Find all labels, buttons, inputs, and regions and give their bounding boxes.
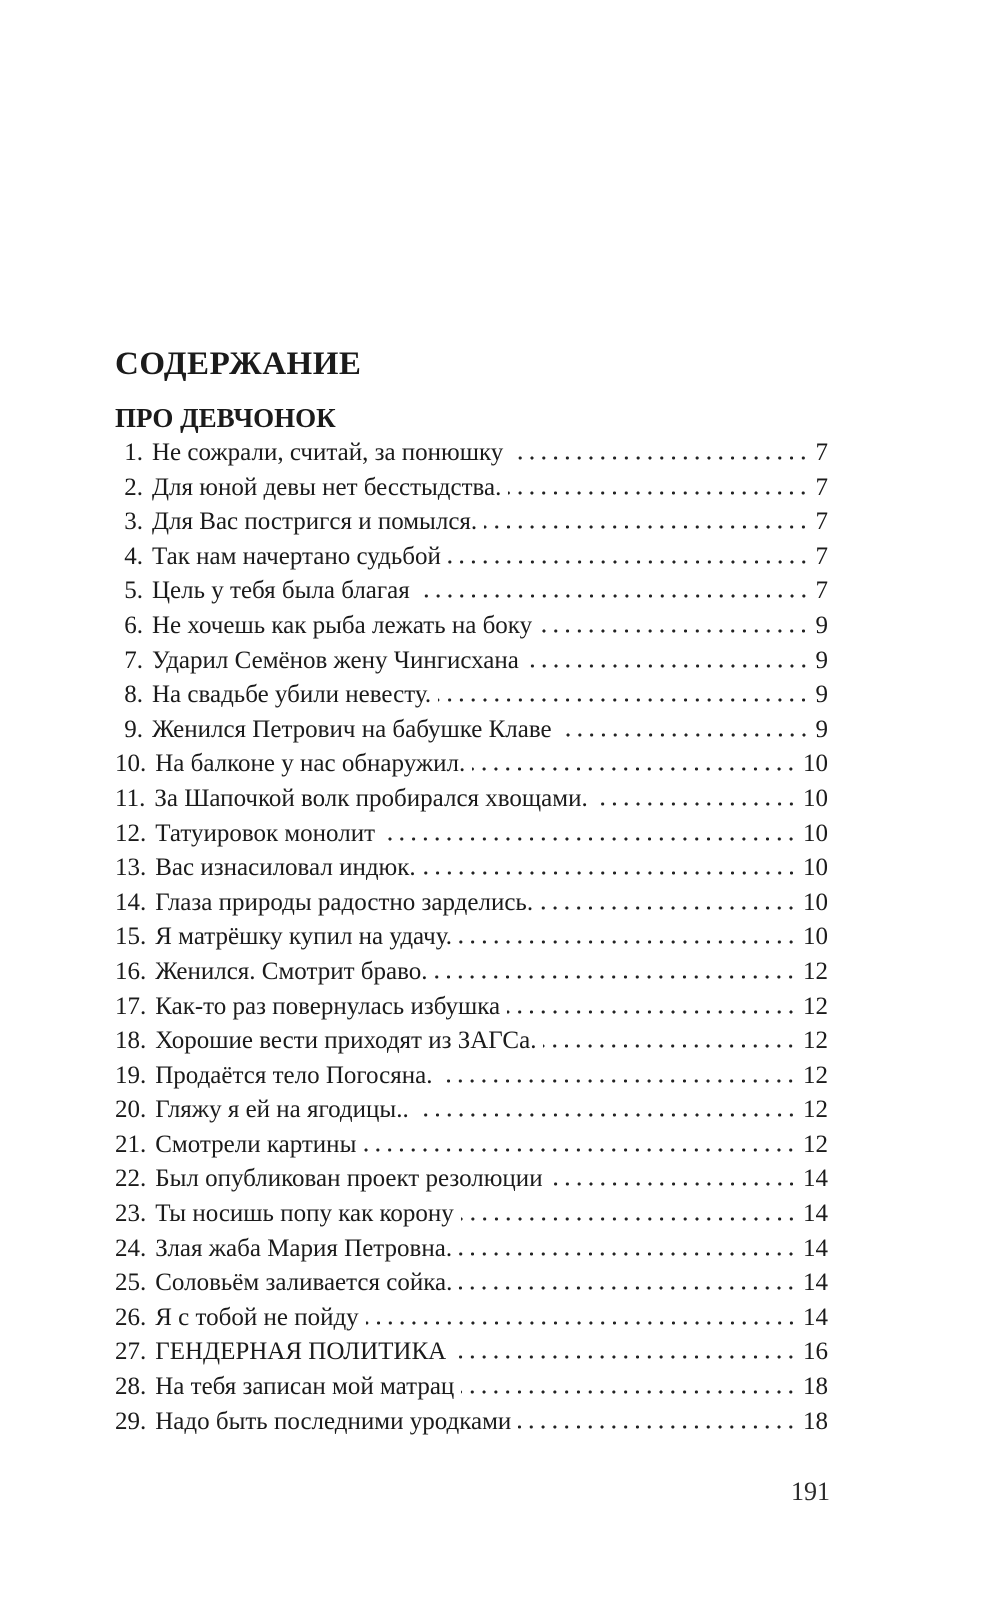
toc-entry-page: 14 (803, 1200, 828, 1228)
dot-leader (508, 491, 812, 495)
toc-entry (115, 1059, 828, 1094)
toc-entry-title: Не сожрали, считай, за понюшку (152, 439, 504, 466)
toc-entry-number: 23. (115, 1200, 147, 1228)
toc-entry-title: Я матрёшку купил на удачу. (155, 923, 452, 951)
toc-entry-number: 13. (115, 854, 147, 882)
toc-entry (115, 574, 828, 609)
toc-entry (115, 990, 828, 1025)
toc-entry (115, 540, 828, 575)
toc-entry-title: Так нам начертано судьбой (152, 542, 441, 570)
toc-entry-page: 10 (803, 750, 828, 778)
toc-entry (115, 955, 828, 990)
toc-entry-number: 8. (124, 681, 143, 709)
toc-entry-title: Соловьём заливается сойка. (155, 1269, 453, 1297)
toc-entry (115, 1405, 828, 1440)
toc-entry-number: 26. (115, 1303, 147, 1331)
dot-leader (416, 1113, 800, 1117)
toc-entry-title: Ударил Семёнов жену Чингисхана (152, 646, 519, 674)
dot-leader (484, 525, 812, 529)
toc-entry-title: За Шапочкой волк пробирался хвощами. (154, 784, 588, 812)
toc-entry (115, 886, 828, 921)
toc-entry (115, 1232, 828, 1267)
dot-leader (366, 1321, 800, 1325)
dot-leader (382, 837, 800, 841)
toc-entry-page: 9 (815, 681, 828, 709)
dot-leader (363, 1148, 800, 1152)
dot-leader (448, 560, 813, 564)
toc-entry-page: 12 (803, 1096, 828, 1124)
dot-leader (540, 906, 800, 910)
toc-entry (115, 1266, 828, 1301)
toc-entry-title: На свадьбе убили невесту. (152, 681, 432, 709)
toc-entry (115, 609, 828, 644)
toc-entry-title: Для юной девы нет бесстыдства. (152, 473, 502, 501)
toc-entry-page: 10 (803, 923, 828, 951)
toc-entry-page: 7 (815, 542, 828, 570)
toc-entry (115, 436, 828, 471)
dot-leader (438, 698, 812, 702)
toc-entry-title: Цель у тебя была благая (152, 577, 410, 605)
toc-entry-number: 5. (124, 577, 143, 605)
toc-entry-page: 18 (803, 1407, 828, 1435)
toc-entry (115, 678, 828, 713)
toc-entry (115, 747, 828, 782)
toc-entry-number: 12. (115, 819, 147, 847)
toc-entry-title: Ты носишь попу как корону (155, 1200, 454, 1228)
toc-entry (115, 1162, 828, 1197)
toc-entry-page: 14 (803, 1234, 828, 1262)
toc-entry-title: Смотрели картины (155, 1130, 357, 1158)
toc-entry-number: 4. (124, 542, 143, 570)
toc-title: СОДЕРЖАНИЕ (115, 346, 362, 382)
dot-leader (417, 594, 813, 598)
toc-entry (115, 1024, 828, 1059)
toc-list (115, 436, 828, 1439)
toc-entry-title: Женился. Смотрит браво. (155, 957, 428, 985)
toc-entry-number: 10. (115, 750, 147, 778)
toc-entry-title: Глаза природы радостно зарделись. (155, 888, 534, 916)
dot-leader (559, 733, 813, 737)
toc-entry-number: 11. (115, 784, 146, 812)
dot-leader (461, 1217, 800, 1221)
toc-entry-page: 14 (803, 1303, 828, 1331)
toc-entry-title: Татуировок монолит (155, 819, 376, 847)
toc-entry-number: 3. (124, 508, 143, 536)
dot-leader (526, 664, 813, 668)
toc-entry (115, 782, 828, 817)
dot-leader (459, 940, 800, 944)
toc-entry (115, 505, 828, 540)
toc-entry-title: Я с тобой не пойду (155, 1303, 359, 1331)
toc-entry-number: 2. (124, 473, 143, 501)
toc-entry-number: 6. (124, 611, 143, 639)
toc-entry-title: ГЕНДЕРНАЯ ПОЛИТИКА (155, 1338, 447, 1366)
toc-entry-title: Надо быть последними уродками (155, 1407, 512, 1435)
toc-entry-number: 28. (115, 1373, 147, 1401)
toc-entry-number: 27. (115, 1338, 147, 1366)
toc-entry-title: Вас изнасиловал индюк. (155, 854, 416, 882)
toc-entry-number: 19. (115, 1061, 147, 1089)
toc-entry-page: 16 (803, 1338, 828, 1366)
toc-entry-title: Как-то раз повернулась избушка (155, 992, 501, 1020)
dot-leader (423, 871, 800, 875)
dot-leader (510, 456, 812, 460)
dot-leader (459, 1252, 800, 1256)
toc-entry-page: 10 (803, 854, 828, 882)
toc-entry-title: Хорошие вести приходят из ЗАГСа. (155, 1027, 537, 1055)
section-title: ПРО ДЕВЧОНОК (115, 403, 336, 433)
toc-entry-title: На балконе у нас обнаружил. (155, 750, 466, 778)
toc-entry-number: 1. (124, 439, 143, 466)
dot-leader (539, 629, 812, 633)
toc-entry-page: 10 (803, 819, 828, 847)
toc-entry-title: На тебя записан мой матрац (155, 1373, 455, 1401)
toc-entry-page: 18 (803, 1373, 828, 1401)
toc-entry-title: Злая жаба Мария Петровна. (155, 1234, 453, 1262)
toc-entry-title: Не хочешь как рыба лежать на боку (152, 611, 533, 639)
dot-leader (453, 1355, 800, 1359)
toc-entry (115, 1335, 828, 1370)
toc-entry-number: 17. (115, 992, 147, 1020)
toc-entry-page: 12 (803, 1061, 828, 1089)
toc-entry-number: 18. (115, 1027, 147, 1055)
dot-leader (472, 767, 800, 771)
toc-entry-page: 10 (803, 784, 828, 812)
toc-entry (115, 851, 828, 886)
toc-content (115, 346, 828, 1439)
toc-entry (115, 1301, 828, 1336)
toc-entry-number: 20. (115, 1096, 147, 1124)
toc-entry-page: 14 (803, 1165, 828, 1193)
toc-entry (115, 1128, 828, 1163)
toc-entry (115, 920, 828, 955)
dot-leader (518, 1425, 800, 1429)
toc-entry-page: 7 (815, 473, 828, 501)
toc-entry-page: 12 (803, 1027, 828, 1055)
dot-leader (507, 1010, 800, 1014)
toc-entry-title: Продаётся тело Погосяна. (155, 1061, 433, 1089)
toc-entry-number: 15. (115, 923, 147, 951)
toc-entry-number: 14. (115, 888, 147, 916)
toc-entry-page: 12 (803, 1130, 828, 1158)
toc-entry (115, 471, 828, 506)
dot-leader (461, 1390, 800, 1394)
toc-entry-number: 25. (115, 1269, 147, 1297)
toc-entry-page: 9 (815, 611, 828, 639)
toc-entry-title: Для Вас постригся и помылся. (152, 508, 478, 536)
dot-leader (459, 1286, 800, 1290)
dot-leader (543, 1044, 800, 1048)
toc-entry (115, 1093, 828, 1128)
toc-entry-number: 29. (115, 1407, 147, 1435)
toc-entry-title: Женился Петрович на бабушке Клаве (152, 715, 552, 743)
toc-entry-page: 9 (815, 646, 828, 674)
toc-entry-number: 16. (115, 957, 147, 985)
toc-entry-page: 9 (815, 715, 828, 743)
toc-entry-page: 10 (803, 888, 828, 916)
toc-entry-title: Гляжу я ей на ягодицы.. (155, 1096, 409, 1124)
dot-leader (595, 802, 800, 806)
toc-entry (115, 1197, 828, 1232)
toc-entry-page: 7 (815, 439, 828, 466)
dot-leader (550, 1182, 800, 1186)
toc-entry-page: 14 (803, 1269, 828, 1297)
page-number: 191 (791, 1477, 830, 1506)
toc-entry (115, 817, 828, 852)
toc-entry-page: 12 (803, 992, 828, 1020)
toc-entry-page: 12 (803, 957, 828, 985)
toc-entry-page: 7 (815, 577, 828, 605)
toc-entry-number: 21. (115, 1130, 147, 1158)
toc-entry-number: 24. (115, 1234, 147, 1262)
toc-entry (115, 1370, 828, 1405)
toc-entry-number: 9. (124, 715, 143, 743)
toc-entry-title: Был опубликован проект резолюции (155, 1165, 543, 1193)
toc-entry (115, 713, 828, 748)
toc-entry (115, 644, 828, 679)
toc-entry-number: 22. (115, 1165, 147, 1193)
toc-entry-page: 7 (815, 508, 828, 536)
dot-leader (439, 1079, 800, 1083)
toc-entry-number: 7. (124, 646, 143, 674)
dot-leader (434, 975, 800, 979)
